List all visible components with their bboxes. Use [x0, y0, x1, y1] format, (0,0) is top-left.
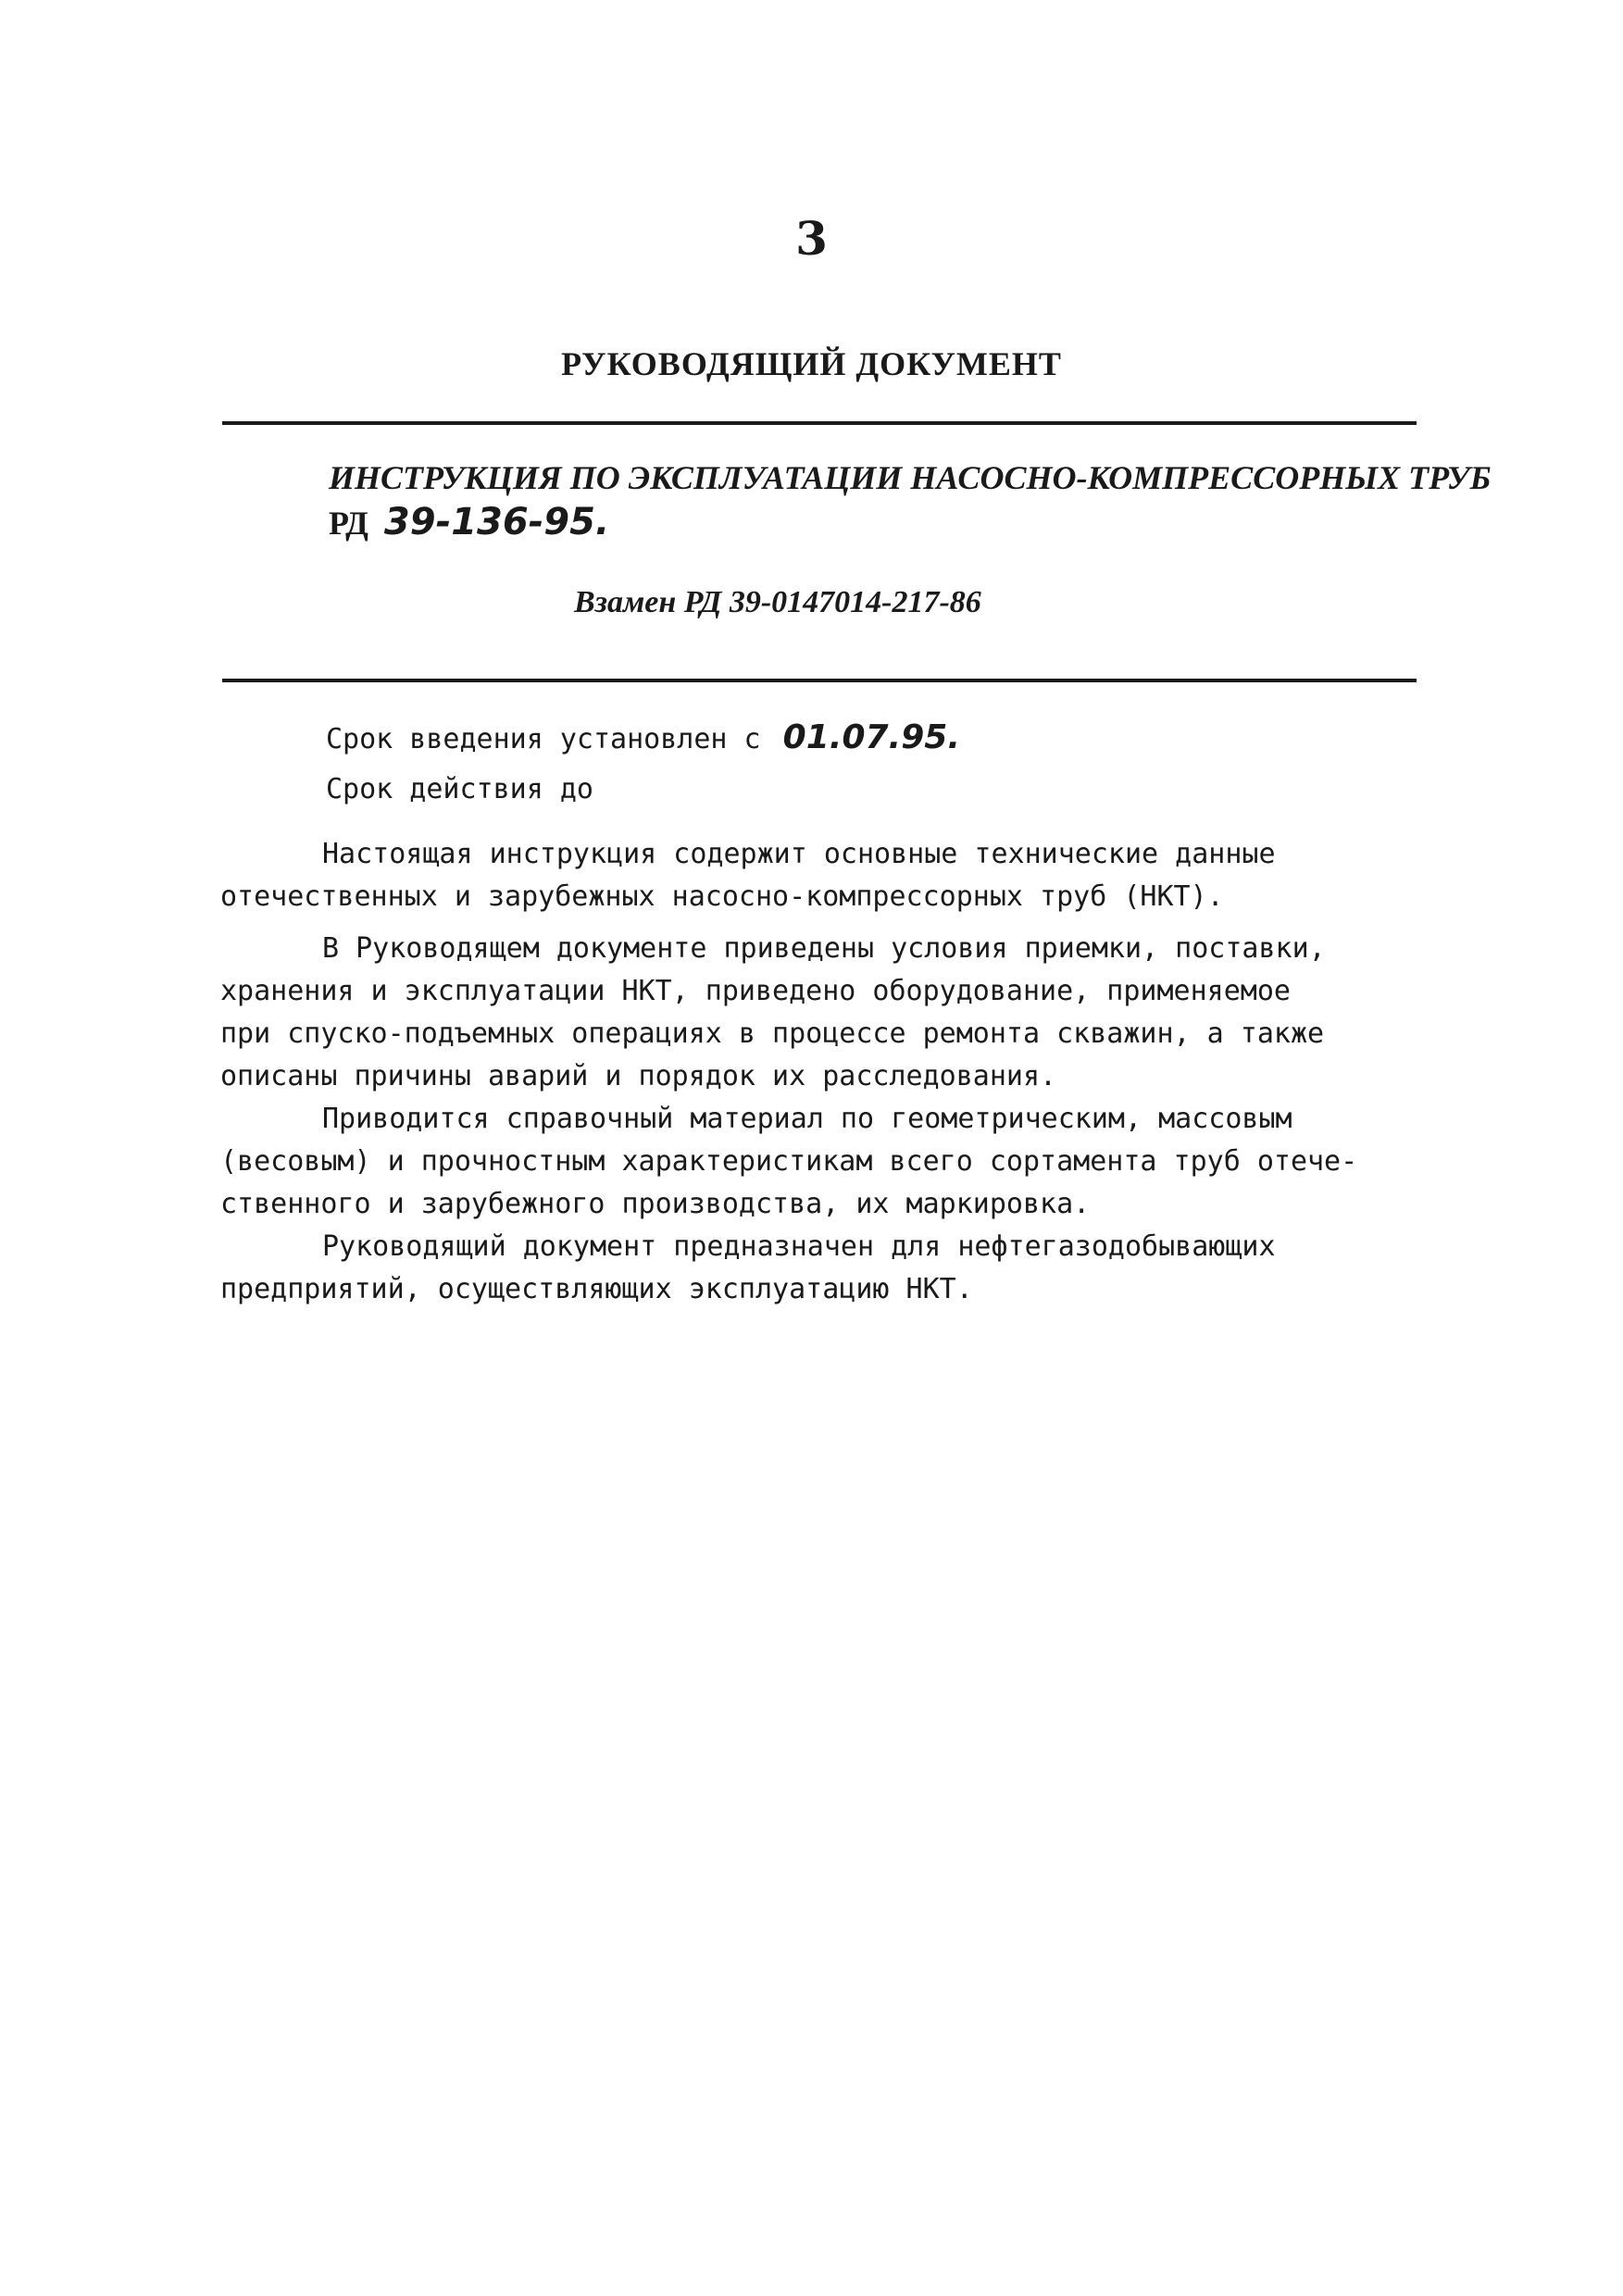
paragraph-line: В Руководящем документе приведены условия приемки, поставки,	[322, 932, 1326, 965]
paragraph-line: (весовым) и прочностным характеристикам всего сортамента труб отече-	[220, 1145, 1358, 1178]
paragraph-line: Настоящая инструкция содержит основные технические данные	[322, 838, 1276, 870]
paragraph-line: предприятий, осуществляющих эксплуатацию НКТ.	[220, 1273, 973, 1305]
page-number: 3	[795, 211, 828, 266]
bottom-divider	[222, 679, 1417, 682]
document-type-heading: РУКОВОДЯЩИЙ ДОКУМЕНТ	[561, 345, 1062, 382]
introduction-date-value: 01.07.95.	[782, 718, 960, 756]
document-code	[329, 500, 1440, 545]
paragraph-line: Руководящий документ предназначен для нефтегазодобывающих	[322, 1230, 1276, 1263]
introduction-date	[326, 713, 960, 765]
paragraph	[220, 1226, 1424, 1311]
title-block	[329, 455, 1492, 545]
paragraph-line: Приводится справочный материал по геометрическим, массовым	[322, 1103, 1292, 1135]
replaces-document: Взамен РД 39-0147014-217-86	[574, 585, 981, 619]
paragraph-line: при спуско-подъемных операциях в процессе ремонта скважин, а также	[220, 1017, 1325, 1050]
paragraph	[220, 928, 1424, 1098]
paragraph	[220, 1098, 1424, 1226]
paragraph	[220, 833, 1424, 918]
body-text	[220, 833, 1424, 1311]
paragraph-line: отечественных и зарубежных насосно-компрессорных труб (НКТ).	[220, 880, 1224, 913]
paragraph-line: ственного и зарубежного производства, их маркировка.	[220, 1188, 1091, 1220]
validity-date: Срок действия до	[326, 773, 593, 805]
document-code-value: 39-136-95.	[383, 501, 610, 543]
paragraph-line: описаны причины аварий и порядок их расследования.	[220, 1060, 1057, 1092]
top-divider	[222, 421, 1417, 425]
document-code-prefix: РД	[329, 505, 368, 542]
document-title: ИНСТРУКЦИЯ ПО ЭКСПЛУАТАЦИИ НАСОСНО-КОМПРЕССОРНЫХ ТРУБ	[329, 459, 1492, 496]
introduction-date-label: Срок введения установлен с	[326, 723, 761, 755]
paragraph-line: хранения и эксплуатации НКТ, приведено оборудование, применяемое	[220, 975, 1291, 1007]
dates-block	[326, 713, 960, 815]
